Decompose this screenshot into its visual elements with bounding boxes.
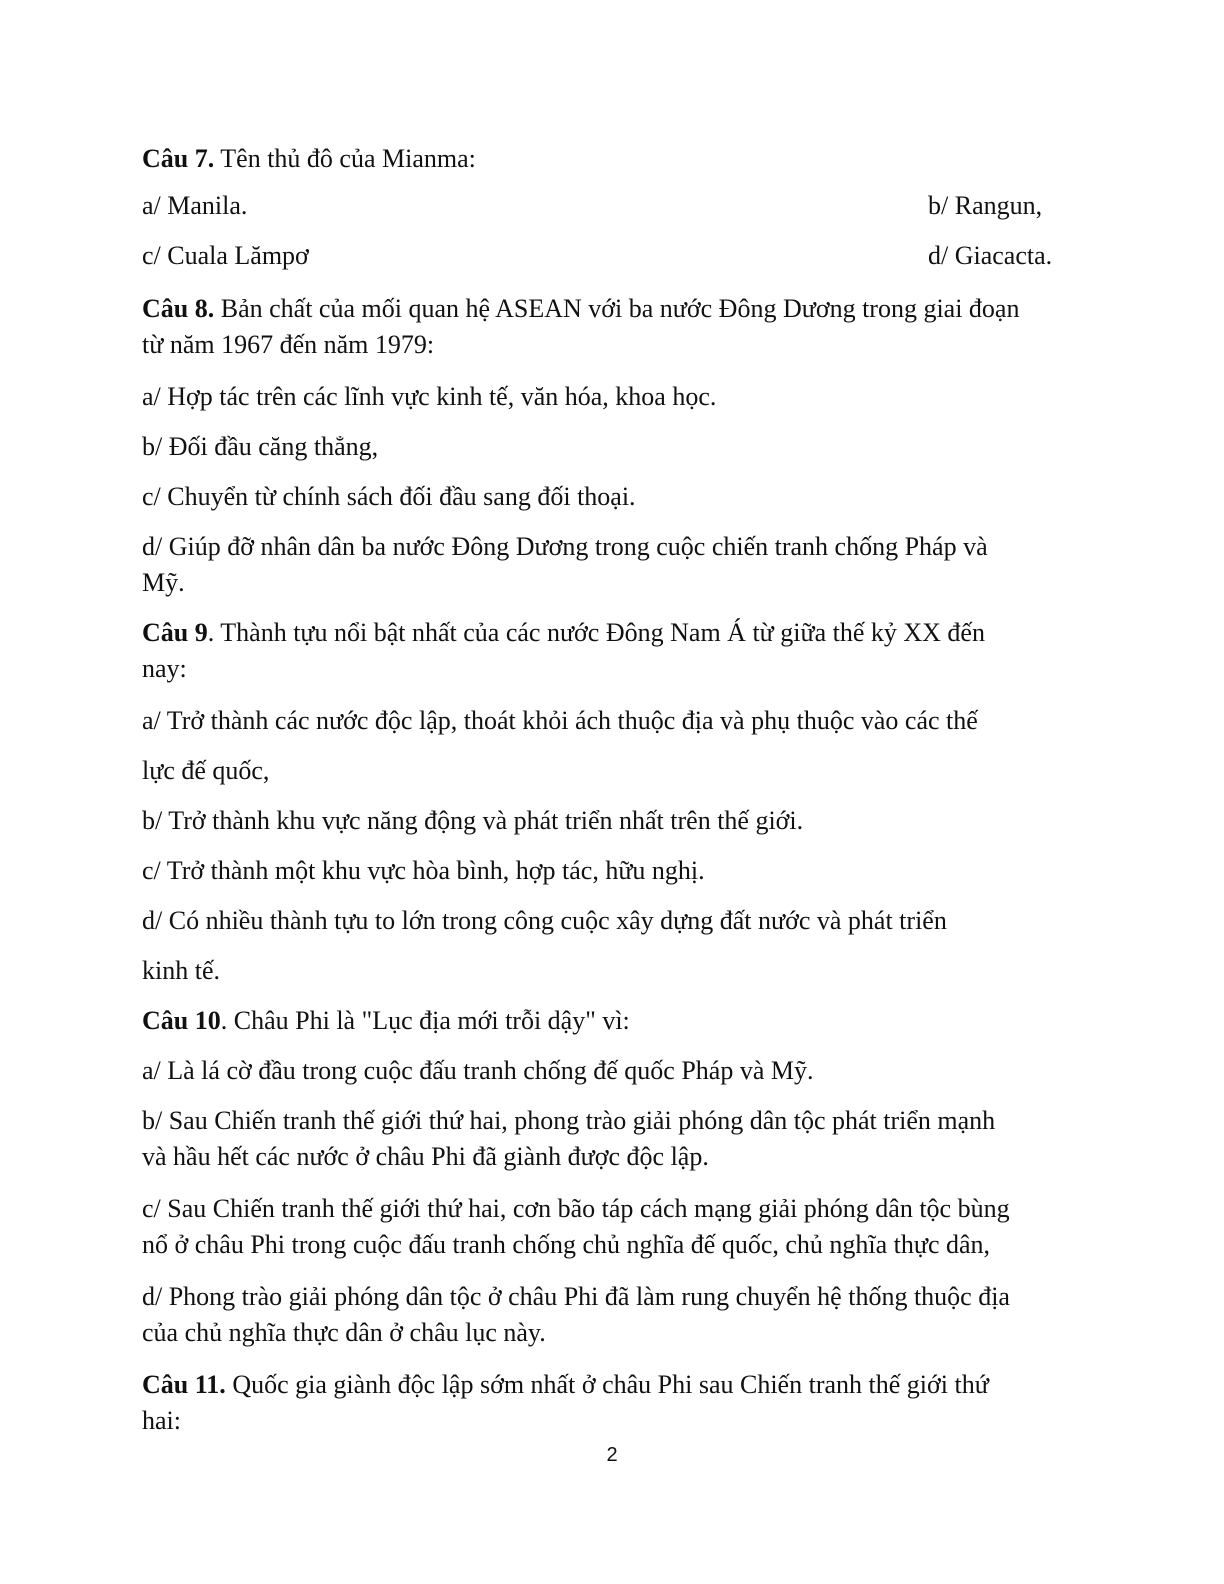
question-9-option-a-line-1: a/ Trở thành các nước độc lập, thoát khỏi ách thuộc địa và phụ thuộc vào các thế <box>142 706 978 735</box>
question-9 <box>142 615 1070 651</box>
question-9-option-b: b/ Trở thành khu vực năng động và phát triển nhất trên thế giới. <box>142 806 804 835</box>
question-7-option-d: d/ Giacacta. <box>928 241 1053 270</box>
question-7-options-row-2 <box>142 241 1070 277</box>
question-7 <box>142 141 1070 177</box>
question-7-option-a: a/ Manila. <box>142 191 248 220</box>
question-10-option-a: a/ Là lá cờ đầu trong cuộc đấu tranh chống đế quốc Pháp và Mỹ. <box>142 1056 814 1085</box>
question-8-option-a: a/ Hợp tác trên các lĩnh vực kinh tế, văn hóa, khoa học. <box>142 382 717 411</box>
question-9-option-a-line-2: lực đế quốc, <box>142 756 270 785</box>
question-8-label: Câu 8. <box>142 294 215 323</box>
question-7-option-c: c/ Cuala Lămpơ <box>142 241 309 270</box>
question-9-option-d-line-2: kinh tế. <box>142 956 220 985</box>
question-7-option-b: b/ Rangun, <box>928 191 1043 220</box>
question-9-text-line-2: nay: <box>142 654 187 683</box>
question-8 <box>142 291 1070 327</box>
question-8-text-line-2: từ năm 1967 đến năm 1979: <box>142 330 435 359</box>
question-9-label: Câu 9 <box>142 618 208 647</box>
question-7-label: Câu 7. <box>142 144 215 173</box>
question-10-label: Câu 10 <box>142 1006 221 1035</box>
question-9-text-line-1: . Thành tựu nổi bật nhất của các nước Đông Nam Á từ giữa thế kỷ XX đến <box>207 618 985 647</box>
question-10-option-b-line-1: b/ Sau Chiến tranh thế giới thứ hai, phong trào giải phóng dân tộc phát triển mạnh <box>142 1106 996 1135</box>
page-content <box>142 141 1070 1439</box>
question-8-option-d-line-1: d/ Giúp đỡ nhân dân ba nước Đông Dương trong cuộc chiến tranh chống Pháp và <box>142 532 988 561</box>
question-10-option-d-line-1: d/ Phong trào giải phóng dân tộc ở châu Phi đã làm rung chuyển hệ thống thuộc địa <box>142 1282 1010 1311</box>
question-8-option-d-line-2: Mỹ. <box>142 568 185 597</box>
question-9-option-d-line-1: d/ Có nhiều thành tựu to lớn trong công cuộc xây dựng đất nước và phát triển <box>142 906 947 935</box>
question-10-option-c-line-2: nổ ở châu Phi trong cuộc đấu tranh chống chủ nghĩa đế quốc, chủ nghĩa thực dân, <box>142 1230 991 1259</box>
question-8-option-b: b/ Đối đầu căng thẳng, <box>142 432 379 461</box>
question-8-option-c: c/ Chuyển từ chính sách đối đầu sang đối thoại. <box>142 482 636 511</box>
question-10 <box>142 1003 1070 1039</box>
question-7-options-row-1 <box>142 191 1070 227</box>
question-11-label: Câu 11. <box>142 1370 226 1399</box>
question-10-option-d-line-2: của chủ nghĩa thực dân ở châu lục này. <box>142 1318 546 1347</box>
question-11-text-line-1: Quốc gia giành độc lập sớm nhất ở châu Phi sau Chiến tranh thế giới thứ <box>225 1370 989 1399</box>
page-number: 2 <box>606 1444 618 1466</box>
question-9-option-c: c/ Trở thành một khu vực hòa bình, hợp tác, hữu nghị. <box>142 856 705 885</box>
question-10-option-c-line-1: c/ Sau Chiến tranh thế giới thứ hai, cơn bão táp cách mạng giải phóng dân tộc bùng <box>142 1194 1010 1223</box>
question-11 <box>142 1367 1070 1403</box>
question-10-option-b-line-2: và hầu hết các nước ở châu Phi đã giành được độc lập. <box>142 1142 709 1171</box>
question-11-text-line-2: hai: <box>142 1406 181 1435</box>
question-10-text: . Châu Phi là "Lục địa mới trỗi dậy" vì: <box>220 1006 630 1035</box>
question-7-text: Tên thủ đô của Mianma: <box>214 144 476 173</box>
question-8-text-line-1: Bản chất của mối quan hệ ASEAN với ba nước Đông Dương trong giai đoạn <box>214 294 1020 323</box>
